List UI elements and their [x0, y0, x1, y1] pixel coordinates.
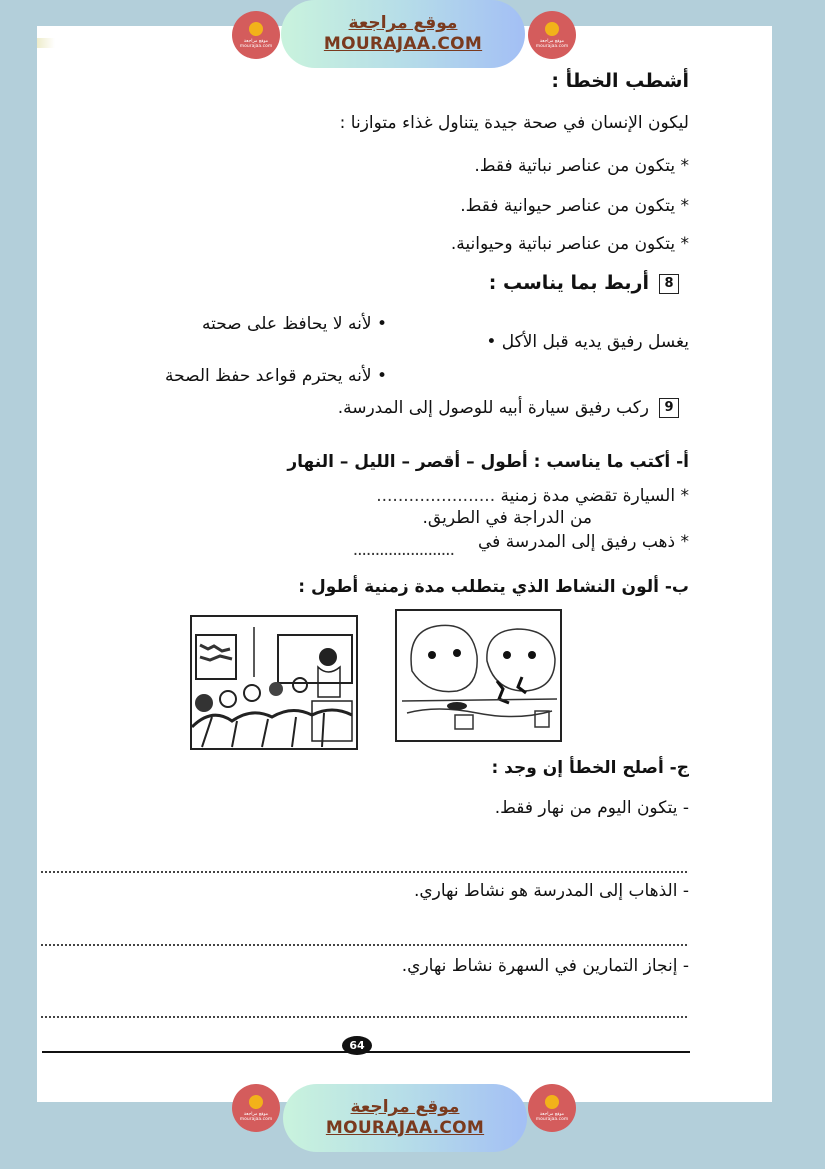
watermark-badge-right-bottom: [528, 1084, 576, 1132]
watermark-badge-right-top: [528, 11, 576, 59]
watermark-banner-top[interactable]: [281, 0, 525, 68]
book-logo-icon: [545, 22, 559, 36]
part-a-sentence-1: [376, 486, 689, 506]
exercise-7-option-2[interactable]: * يتكون من عناصر حيوانية فقط.: [460, 196, 689, 216]
watermark-badge-left-top: [232, 11, 280, 59]
part-c-item-2: - الذهاب إلى المدرسة هو نشاط نهاري.: [413, 881, 689, 901]
badge-text-en: mourajaa.com: [239, 43, 273, 49]
badge-text-en: mourajaa.com: [535, 43, 569, 49]
sentence-2-start: * ذهب رفيق إلى المدرسة في: [478, 532, 689, 552]
banner-arabic-text: موقع مراجعة: [348, 13, 458, 33]
classroom-illustration-icon: [192, 617, 356, 748]
watermark-badge-left-bottom: [232, 1084, 280, 1132]
part-a-sentence-1-end: من الدراجة في الطريق.: [422, 508, 592, 528]
exercise-9-header: [338, 398, 679, 418]
part-c-item-3: - إنجاز التمارين في السهرة نشاط نهاري.: [401, 956, 689, 976]
book-logo-icon: [249, 1095, 263, 1109]
exercise-number-box: 8: [659, 274, 679, 294]
children-eating-image[interactable]: [395, 609, 562, 742]
banner-arabic-text: موقع مراجعة: [350, 1097, 460, 1117]
exercise-number-box: 9: [659, 398, 679, 418]
badge-text: موقع مراجعة: [243, 1111, 269, 1117]
badge-text-en: mourajaa.com: [535, 1116, 569, 1122]
answer-line-3[interactable]: [41, 1016, 687, 1018]
exercise-8-title: أربط بما يناسب :: [488, 272, 649, 294]
exercise-7-title: أشطب الخطأ :: [551, 70, 689, 92]
classroom-image[interactable]: [190, 615, 358, 750]
exercise-7-option-3[interactable]: * يتكون من عناصر نباتية وحيوانية.: [450, 234, 689, 254]
sentence-1-start: * السيارة تقضي مدة زمنية: [500, 486, 689, 506]
exercise-7-prompt: ليكون الإنسان في صحة جيدة يتناول غذاء متوازنا :: [339, 113, 689, 133]
exercise-8-header: [489, 272, 679, 294]
badge-text-en: mourajaa.com: [239, 1116, 273, 1122]
watermark-banner-bottom[interactable]: [283, 1084, 527, 1152]
banner-latin-text: MOURAJAA.COM: [323, 34, 483, 54]
book-logo-icon: [249, 22, 263, 36]
part-b-title: ب- ألون النشاط الذي يتطلب مدة زمنية أطول :: [298, 577, 689, 597]
badge-text: موقع مراجعة: [243, 38, 269, 44]
exercise-9-statement: ركب رفيق سيارة أبيه للوصول إلى المدرسة.: [337, 398, 649, 418]
page-number-badge: 64: [342, 1036, 372, 1055]
part-c-title: ج- أصلح الخطأ إن وجد :: [491, 758, 689, 778]
match-left-item-1[interactable]: • لأنه لا يحافظ على صحته: [201, 314, 387, 334]
children-eating-illustration-icon: [397, 611, 560, 740]
worksheet-page: [37, 26, 772, 1102]
fill-blank-1[interactable]: ......................: [376, 486, 496, 506]
match-right-item[interactable]: يغسل رفيق يديه قبل الأكل •: [486, 332, 689, 352]
part-a-title: أ- أكتب ما يناسب : أطول – أقصر – الليل – النهار: [287, 452, 689, 472]
banner-latin-text: MOURAJAA.COM: [325, 1118, 485, 1138]
book-logo-icon: [545, 1095, 559, 1109]
fill-blank-2[interactable]: .......................: [352, 540, 454, 560]
answer-line-2[interactable]: [41, 944, 687, 946]
part-c-item-1: - يتكون اليوم من نهار فقط.: [494, 798, 689, 818]
scan-stain: [37, 38, 55, 48]
part-a-sentence-2: [478, 532, 689, 552]
badge-text: موقع مراجعة: [539, 38, 565, 44]
badge-text: موقع مراجعة: [539, 1111, 565, 1117]
match-left-item-2[interactable]: • لأنه يحترم قواعد حفظ الصحة: [164, 366, 387, 386]
answer-line-1[interactable]: [41, 871, 687, 873]
exercise-7-option-1[interactable]: * يتكون من عناصر نباتية فقط.: [474, 156, 689, 176]
